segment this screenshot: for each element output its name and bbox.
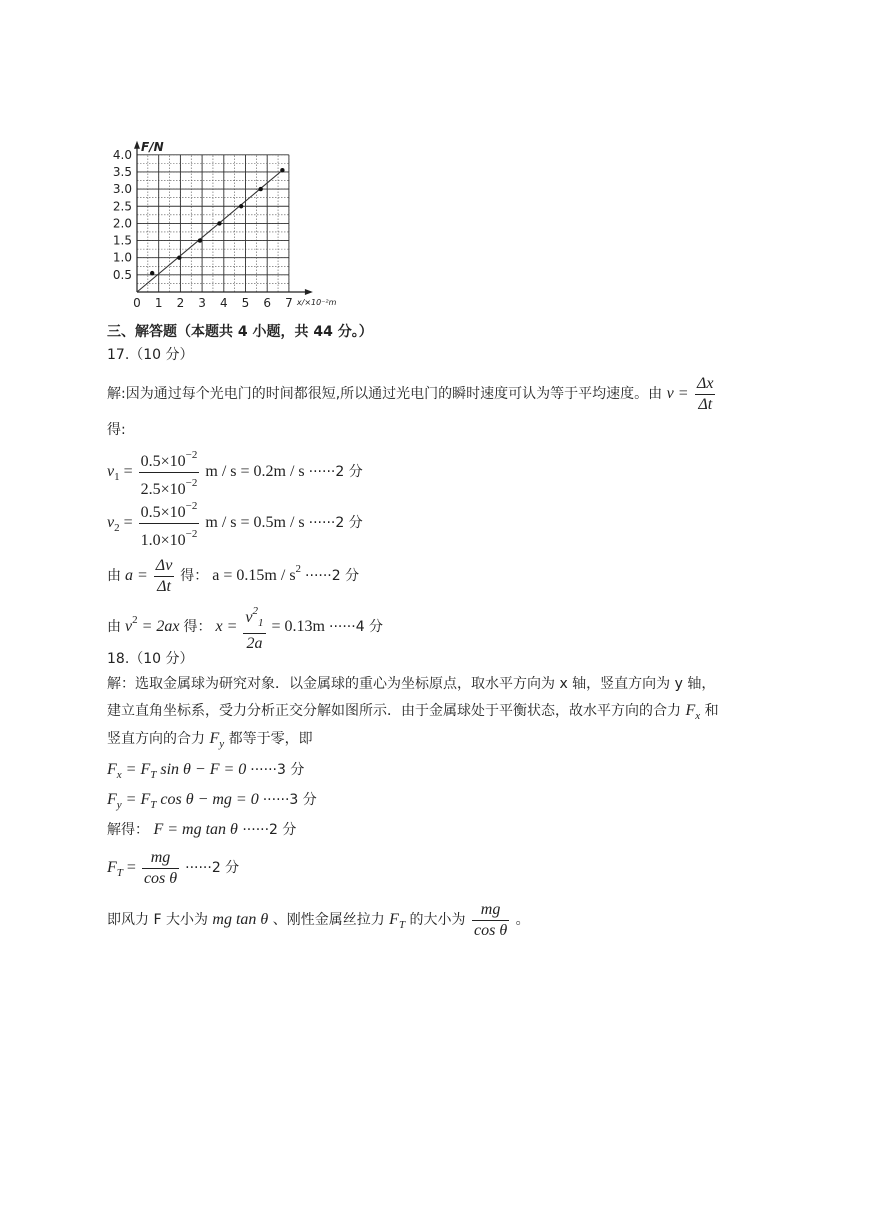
q17-x-rhs: = 0.13m [271,618,325,635]
q18-eq1-b: sin θ − F = 0 [160,761,247,778]
x-axis-arrow-icon [305,289,313,295]
q18-conclusion [107,898,530,947]
y-tick-label: 3.0 [112,182,132,197]
x-axis-label: x/×10⁻²m [296,298,337,307]
q17-v2-den: 1.0×10 [140,532,186,549]
q17-header: 17.（10 分） [107,347,194,363]
x-tick-label: 5 [241,296,250,310]
q17-a-mid: 得： [180,568,209,584]
q17-a-lhs: a = [125,567,148,584]
q18-sol-prefix: 解得： [107,822,149,838]
x-tick-label: 4 [219,296,228,310]
q18-eq1-score: ······3 分 [250,762,305,778]
q17-x-lhs: x = [215,618,238,635]
q18-ft-sub: T [116,867,123,879]
q17-x-num-sub: 1 [258,616,264,629]
q18-concl-a: 即风力 F 大小为 [107,912,208,928]
q18-eq2-a: = F [125,791,151,808]
q17-a-prefix: 由 [107,568,121,584]
q17-v1-sub: 1 [114,471,120,484]
q17-a-rhs: a = 0.15m / s [212,567,296,584]
q18-ft-den: cos θ [143,869,178,887]
q17-intro-text: 解:因为通过每个光电门的时间都很短,所以通过光电门的瞬时速度可认为等于平均速度。由 [107,386,663,402]
q18-eq2-sub2: T [150,799,157,811]
q18-line2-F: F [685,702,696,719]
q17-v2-rhs: m / s = 0.5m / s [205,514,305,532]
q18-ft-num: mg [142,849,179,869]
q18-concl-num: mg [472,901,509,921]
q17-x-den: 2a [246,634,263,652]
q17-v1-equation: $v_1$ = $\frac{0.5\times 10^{-2}}{2.5\times 10^{-2}}$ m / s = 0.2m / s ······2 分 [107,446,363,499]
q17-v2-den-exp: −2 [185,528,198,540]
q18-line3a: 竖直方向的合力 [107,731,205,747]
q18-sol-eq: F = mg tan θ [153,821,238,838]
q17-v2-fraction [139,497,200,550]
q17-x-num: v [245,608,253,626]
q18-eq1-sub: x [116,769,122,781]
data-point [150,271,154,275]
q17-a-fraction [154,557,175,596]
y-axis-arrow-icon [134,141,140,149]
q17-a-score: ······2 分 [305,568,360,584]
q18-concl-expr: mg tan θ [212,911,269,928]
q17-a-equation [107,547,359,598]
q18-eq1-F: F [107,761,117,778]
q18-ft-equation [107,846,239,895]
q17-v1-num-exp: −2 [185,449,198,461]
q18-ft-score: ······2 分 [185,860,240,876]
q18-header: 18.（10 分） [107,651,194,667]
q17-de: 得: [107,422,126,438]
x-tick-label: 2 [176,296,185,310]
x-tick-label: 1 [154,296,163,310]
q17-v1-rhs: m / s = 0.2m / s [205,463,305,481]
q18-line3-F: F [209,730,220,747]
q17-x-equation [107,598,383,653]
x-tick-label: 6 [263,296,272,310]
q18-line2b: 和 [704,703,719,719]
q17-a-rhs-exp: 2 [295,563,302,575]
q17-intro-lhs: v = [666,385,689,402]
q18-eq1 [107,760,304,785]
section-title: 三、解答题（本题共 4 小题，共 44 分。） [107,324,373,340]
q18-eq2-score: ······3 分 [262,792,317,808]
q18-solution [107,820,296,840]
x-tick-label: 3 [198,296,206,310]
q17-x-eq-exp: 2 [132,614,138,626]
x-tick-label: 7 [285,296,293,310]
q18-ft-fraction [142,849,179,888]
q17-v2-num: 0.5×10 [140,504,186,521]
y-axis-label: F/N [141,139,164,154]
q17-x-mid: 得： [183,619,212,635]
data-point [217,221,221,225]
q18-line2-sub: x [695,710,701,722]
y-tick-label: 2.5 [112,199,132,214]
y-tick-label: 1.0 [112,250,132,265]
q17-v2-sub: 2 [114,522,120,535]
q17-v2-lhs: v [107,514,115,532]
q18-concl-c: 的大小为 [409,912,466,928]
q18-line3 [107,729,313,754]
q17-x-eq: v [125,618,133,635]
y-tick-label: 1.5 [112,233,132,248]
q18-concl-F: F [389,911,399,928]
q17-v2-equation: $v_2$ = $\frac{0.5\times 10^{-2}}{1.0\times 10^{-2}}$ m / s = 0.5m / s ······2 分 [107,497,363,550]
q18-sol-score: ······2 分 [242,822,297,838]
q18-line1: 解：选取金属球为研究对象．以金属球的重心为坐标原点，取水平方向为 x 轴，竖直方向为 y 轴， [107,676,716,692]
q17-intro-line [107,372,717,416]
q18-eq2 [107,790,317,815]
force-extension-chart [108,135,358,313]
q18-concl-sub: T [398,919,406,931]
q17-v1-score: ······2 分 [308,464,363,481]
q18-line2 [107,701,719,726]
y-tick-label: 2.0 [112,216,132,231]
q18-eq2-F: F [107,791,117,808]
q18-eq1-sub2: T [150,769,157,781]
q17-x-eq-rest: = 2ax [141,618,180,635]
q18-concl-b: 、刚性金属丝拉力 [272,912,385,928]
q17-v2-score: ······2 分 [308,515,363,532]
q18-line3b: 都等于零，即 [228,731,313,747]
y-tick-label: 0.5 [112,267,132,282]
data-point [239,204,243,208]
q17-v1-num: 0.5×10 [140,453,186,470]
q18-ft-eq: = [126,859,136,876]
q18-concl-end: 。 [515,912,530,928]
q17-x-fraction [243,602,265,653]
q17-a-den: Δt [157,577,171,595]
q18-eq2-sub: y [116,799,122,811]
q17-intro-fraction [695,375,716,414]
q18-concl-fraction [472,901,509,940]
q17-v1-den: 2.5×10 [140,481,186,498]
q18-ft-F: F [107,859,117,876]
q17-v1-den-exp: −2 [185,477,198,489]
q18-eq2-b: cos θ − mg = 0 [160,791,259,808]
x-tick-label: 0 [133,296,141,310]
data-point [177,256,181,260]
q17-v1-fraction [139,446,200,499]
q17-x-prefix: 由 [107,619,121,635]
q18-concl-den: cos θ [473,921,508,939]
q18-line2a: 建立直角坐标系，受力分析正交分解如图所示．由于金属球处于平衡状态，故水平方向的合力 [107,703,681,719]
y-tick-label: 3.5 [112,164,132,179]
data-point [258,187,262,191]
q17-intro-num: Δx [695,375,716,395]
q17-x-num-exp: 2 [252,604,259,617]
data-point [280,168,284,172]
q17-v2-num-exp: −2 [185,500,198,512]
q17-v1-lhs: v [107,463,115,481]
q17-x-score: ······4 分 [329,619,384,635]
q17-intro-den: Δt [698,395,713,413]
q17-a-num: Δv [154,557,175,577]
q18-line3-sub: y [219,738,225,750]
data-point [198,238,202,242]
q18-eq1-a: = F [125,761,151,778]
y-tick-label: 4.0 [112,147,132,162]
